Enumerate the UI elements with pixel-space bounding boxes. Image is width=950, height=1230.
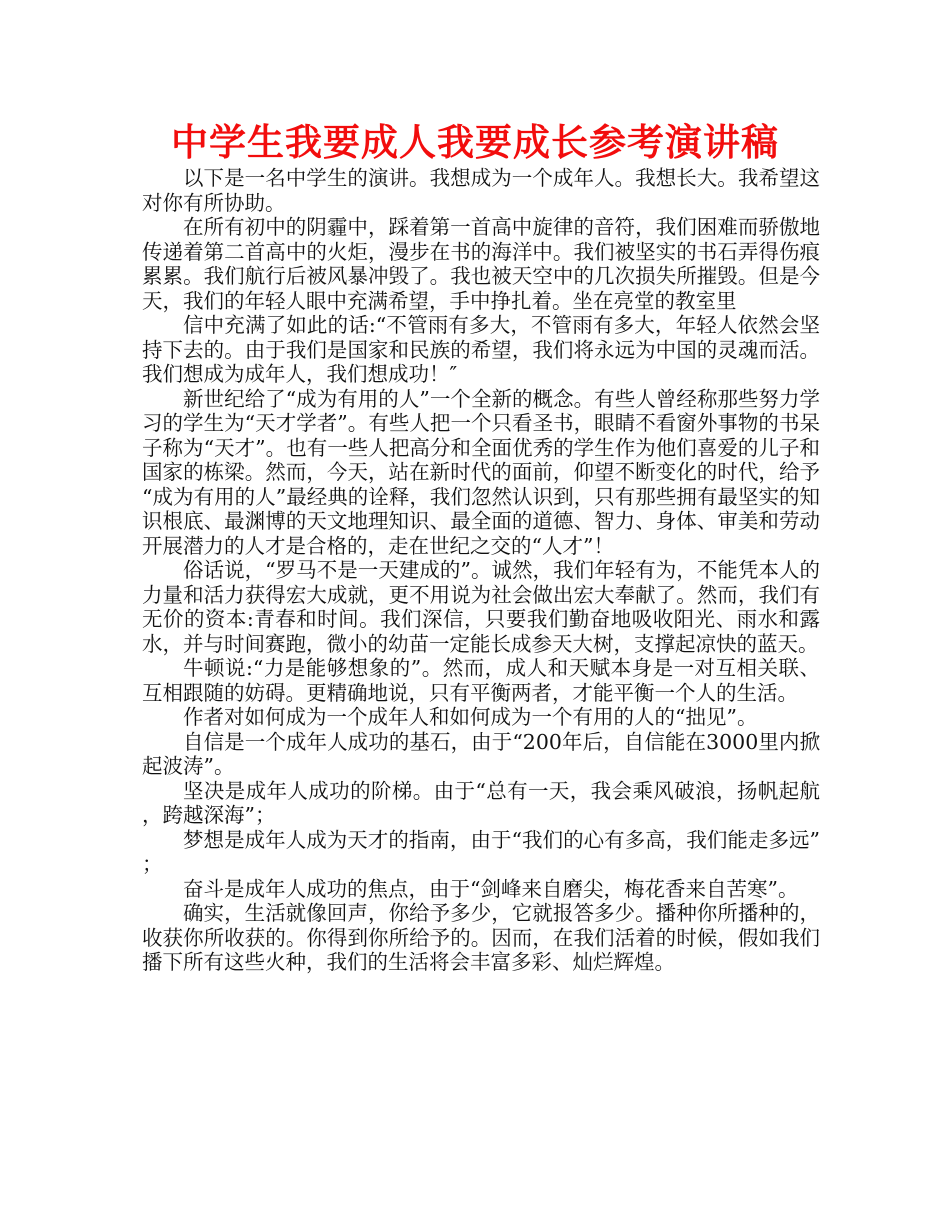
paragraph-5: 俗话说，“罗马不是一天建成的”。诚然，我们年轻有为，不能凭本人的力量和活力获得宏大成就，更不用说为社会做出宏大奉献了。然而，我们有无价的资本:青春和时间。我们深信，只要我们勤奋地吸收阳光、雨水和露水，并与时间赛跑，微小的幼苗一定能长成参天大树，支撑起凉快的蓝天。 bbox=[142, 558, 820, 656]
paragraph-2: 在所有初中的阴霾中，踩着第一首高中旋律的音符，我们困难而骄傲地传递着第二首高中的火炬，漫步在书的海洋中。我们被坚实的书石弄得伤痕累累。我们航行后被风暴冲毁了。我也被天空中的几次损失所摧毁。但是今天，我们的年轻人眼中充满希望，手中挣扎着。坐在亮堂的教室里 bbox=[142, 215, 820, 313]
paragraph-3: 信中充满了如此的话:“不管雨有多大，不管雨有多大，年轻人依然会坚持下去的。由于我们是国家和民族的希望，我们将永远为中国的灵魂而活。我们想成为成年人，我们想成功！″ bbox=[142, 313, 820, 386]
paragraph-9: 坚决是成年人成功的阶梯。由于“总有一天，我会乘风破浪，扬帆起航，跨越深海”； bbox=[142, 778, 820, 827]
paragraph-1: 以下是一名中学生的演讲。我想成为一个成年人。我想长大。我希望这对你有所协助。 bbox=[142, 166, 820, 215]
document-body bbox=[142, 166, 820, 975]
paragraph-10: 梦想是成年人成为天才的指南，由于“我们的心有多高，我们能走多远”； bbox=[142, 827, 820, 876]
paragraph-6: 牛顿说:“力是能够想象的”。然而，成人和天赋本身是一对互相关联、互相跟随的妨碍。更精确地说，只有平衡两者，才能平衡一个人的生活。 bbox=[142, 656, 820, 705]
paragraph-4: 新世纪给了“成为有用的人”一个全新的概念。有些人曾经称那些努力学习的学生为“天才学者”。有些人把一个只看圣书，眼睛不看窗外事物的书呆子称为“天才”。也有一些人把高分和全面优秀的学生作为他们喜爱的儿子和国家的栋梁。然而，今天，站在新时代的面前，仰望不断变化的时代，给予“成为有用的人”最经典的诠释，我们忽然认识到，只有那些拥有最坚实的知识根底、最渊博的天文地理知识、最全面的道德、智力、身体、审美和劳动开展潜力的人才是合格的，走在世纪之交的“人才”！ bbox=[142, 386, 820, 558]
paragraph-7: 作者对如何成为一个成年人和如何成为一个有用的人的“拙见”。 bbox=[183, 705, 758, 729]
paragraph-12: 确实，生活就像回声，你给予多少，它就报答多少。播种你所播种的，收获你所收获的。你得到你所给予的。因而，在我们活着的时候，假如我们播下所有这些火种，我们的生活将会丰富多彩、灿烂辉煌。 bbox=[142, 901, 820, 974]
paragraph-8: 自信是一个成年人成功的基石，由于“200年后，自信能在3000里内掀起波涛”。 bbox=[142, 729, 820, 778]
document-title: 中学生我要成人我要成长参考演讲稿 bbox=[171, 121, 779, 164]
paragraph-11: 奋斗是成年人成功的焦点，由于“剑峰来自磨尖，梅花香来自苦寒”。 bbox=[183, 876, 799, 901]
